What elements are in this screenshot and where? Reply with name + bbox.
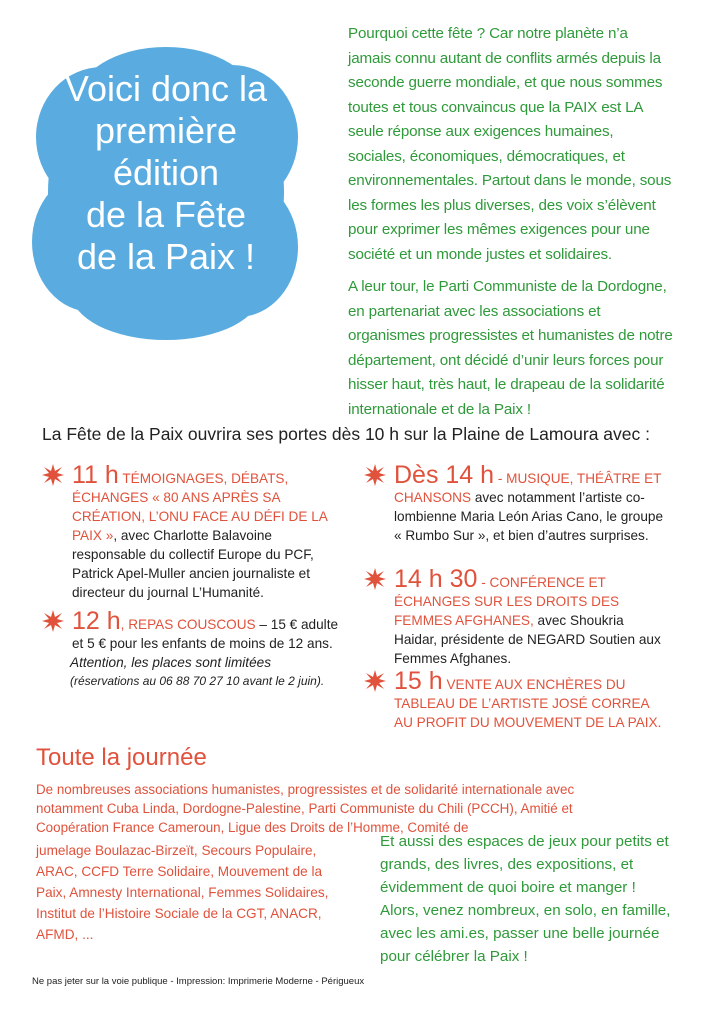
event-11h <box>42 462 342 602</box>
event-desc: avec notamment l’artiste co-lombienne Maria León Arias Cano, le groupe « Rumbo Sur », et bien d’autres surprises. <box>394 490 664 543</box>
event-title: TÉMOIGNAGES, DÉBATS, ÉCHANGES « 80 ANS APRÈS SA CRÉATION, L’ONU FACE AU DÉFI DE LA PAIX » <box>72 471 328 543</box>
event-time: 12 h <box>72 607 121 635</box>
cloud-line: de la Paix ! <box>76 236 256 277</box>
event-note: (réservations au 06 88 70 27 10 avant le 2 juin). <box>70 674 325 688</box>
event-desc: , avec Charlotte Balavoine responsable du collectif Europe du PCF, Patrick Apel-Muller ancien journaliste et directeur du journal L’Humanité. <box>72 528 314 600</box>
event-title: VENTE AUX ENCHÈRES DU TABLEAU DE L’ARTISTE JOSÉ CORREA AU PROFIT DU MOUVEMENT DE LA PAIX. <box>394 677 662 730</box>
cloud-title <box>40 68 292 278</box>
cloud-line: édition <box>112 152 220 193</box>
event-desc: avec Shoukria Haidar, présidente de NEGARD Soutien aux Femmes Afghanes. <box>394 613 661 666</box>
intro-text <box>348 22 674 430</box>
cloud-line: première <box>94 110 238 151</box>
event-title: - CONFÉRENCE ET ÉCHANGES SUR LES DROITS DES FEMMES AFGHANES, <box>394 575 620 628</box>
associations-text: De nombreuses associations humanistes, progressistes et de solidarité internationale avec notamment Cuba Linda, Dordogne-Palestine, Parti Communiste du Chili (PCCH), Amitié et Coopération France Cameroun, Ligue des Droits de l’Homme, Comité de <box>36 782 575 835</box>
event-14h <box>364 462 664 545</box>
starburst-icon <box>42 464 64 486</box>
cloud-line: Voici donc la <box>64 68 268 109</box>
section-title: Toute la journée <box>36 744 207 771</box>
cloud-line: de la Fête <box>85 194 247 235</box>
event-time: 11 h <box>72 461 119 489</box>
event-time: 14 h 30 <box>394 565 478 593</box>
associations-text-continued: jumelage Boulazac-Birzeït, Secours Populaire, ARAC, CCFD Terre Solidaire, Mouvement de la Paix, Amnesty International, Femmes Solidaires, Institut de l’Histoire Sociale de la CGT, ANACR, AFMD, ... <box>36 843 329 942</box>
starburst-icon <box>364 464 386 486</box>
event-title: , REPAS COUSCOUS <box>120 617 256 632</box>
starburst-icon <box>364 670 386 692</box>
closing-text: Et aussi des espaces de jeux pour petits et grands, des livres, des expositions, et évidemment de quoi boire et manger ! Alors, venez nombreux, en solo, en famille, avec les ami.es, passer une belle journée pour célébrer la Paix ! <box>380 833 671 965</box>
program-headline: La Fête de la Paix ouvrira ses portes dès 10 h sur la Plaine de Lamoura avec : <box>42 424 650 444</box>
event-14h30 <box>364 566 664 668</box>
intro-paragraph-2: A leur tour, le Parti Communiste de la Dordogne, en partenariat avec les associations et organismes progressistes et humanistes de notre département, ont décidé d’unir leurs forces pour hisser haut, très haut, le drapeau de la solidarité internationale et de la Paix ! <box>348 278 673 418</box>
starburst-icon <box>42 610 64 632</box>
event-15h <box>364 668 664 732</box>
event-title: - MUSIQUE, THÉÂTRE ET CHANSONS <box>394 471 662 505</box>
starburst-icon <box>364 568 386 590</box>
event-desc: – 15 € adulte et 5 € pour les enfants de moins de 12 ans. <box>72 617 339 651</box>
event-note: Attention, les places sont limitées <box>70 655 271 670</box>
event-12h <box>42 608 342 691</box>
event-time: 15 h <box>394 667 443 695</box>
event-time: Dès 14 h <box>394 461 495 489</box>
footer-note: Ne pas jeter sur la voie publique - Impression: Imprimerie Moderne - Périgueux <box>32 976 365 987</box>
intro-paragraph-1: Pourquoi cette fête ? Car notre planète n’a jamais connu autant de conflits armés depuis la seconde guerre mondiale, et que nous sommes toutes et tous convaincus que la PAIX est LA seule réponse aux exigences humaines, sociales, économiques, démocratiques, et environnementales. Partout dans le monde, sous les formes les plus diverses, des voix s’élèvent pour exprimer les mêmes exigences pour une société et un monde justes et solidaires. <box>348 25 672 263</box>
